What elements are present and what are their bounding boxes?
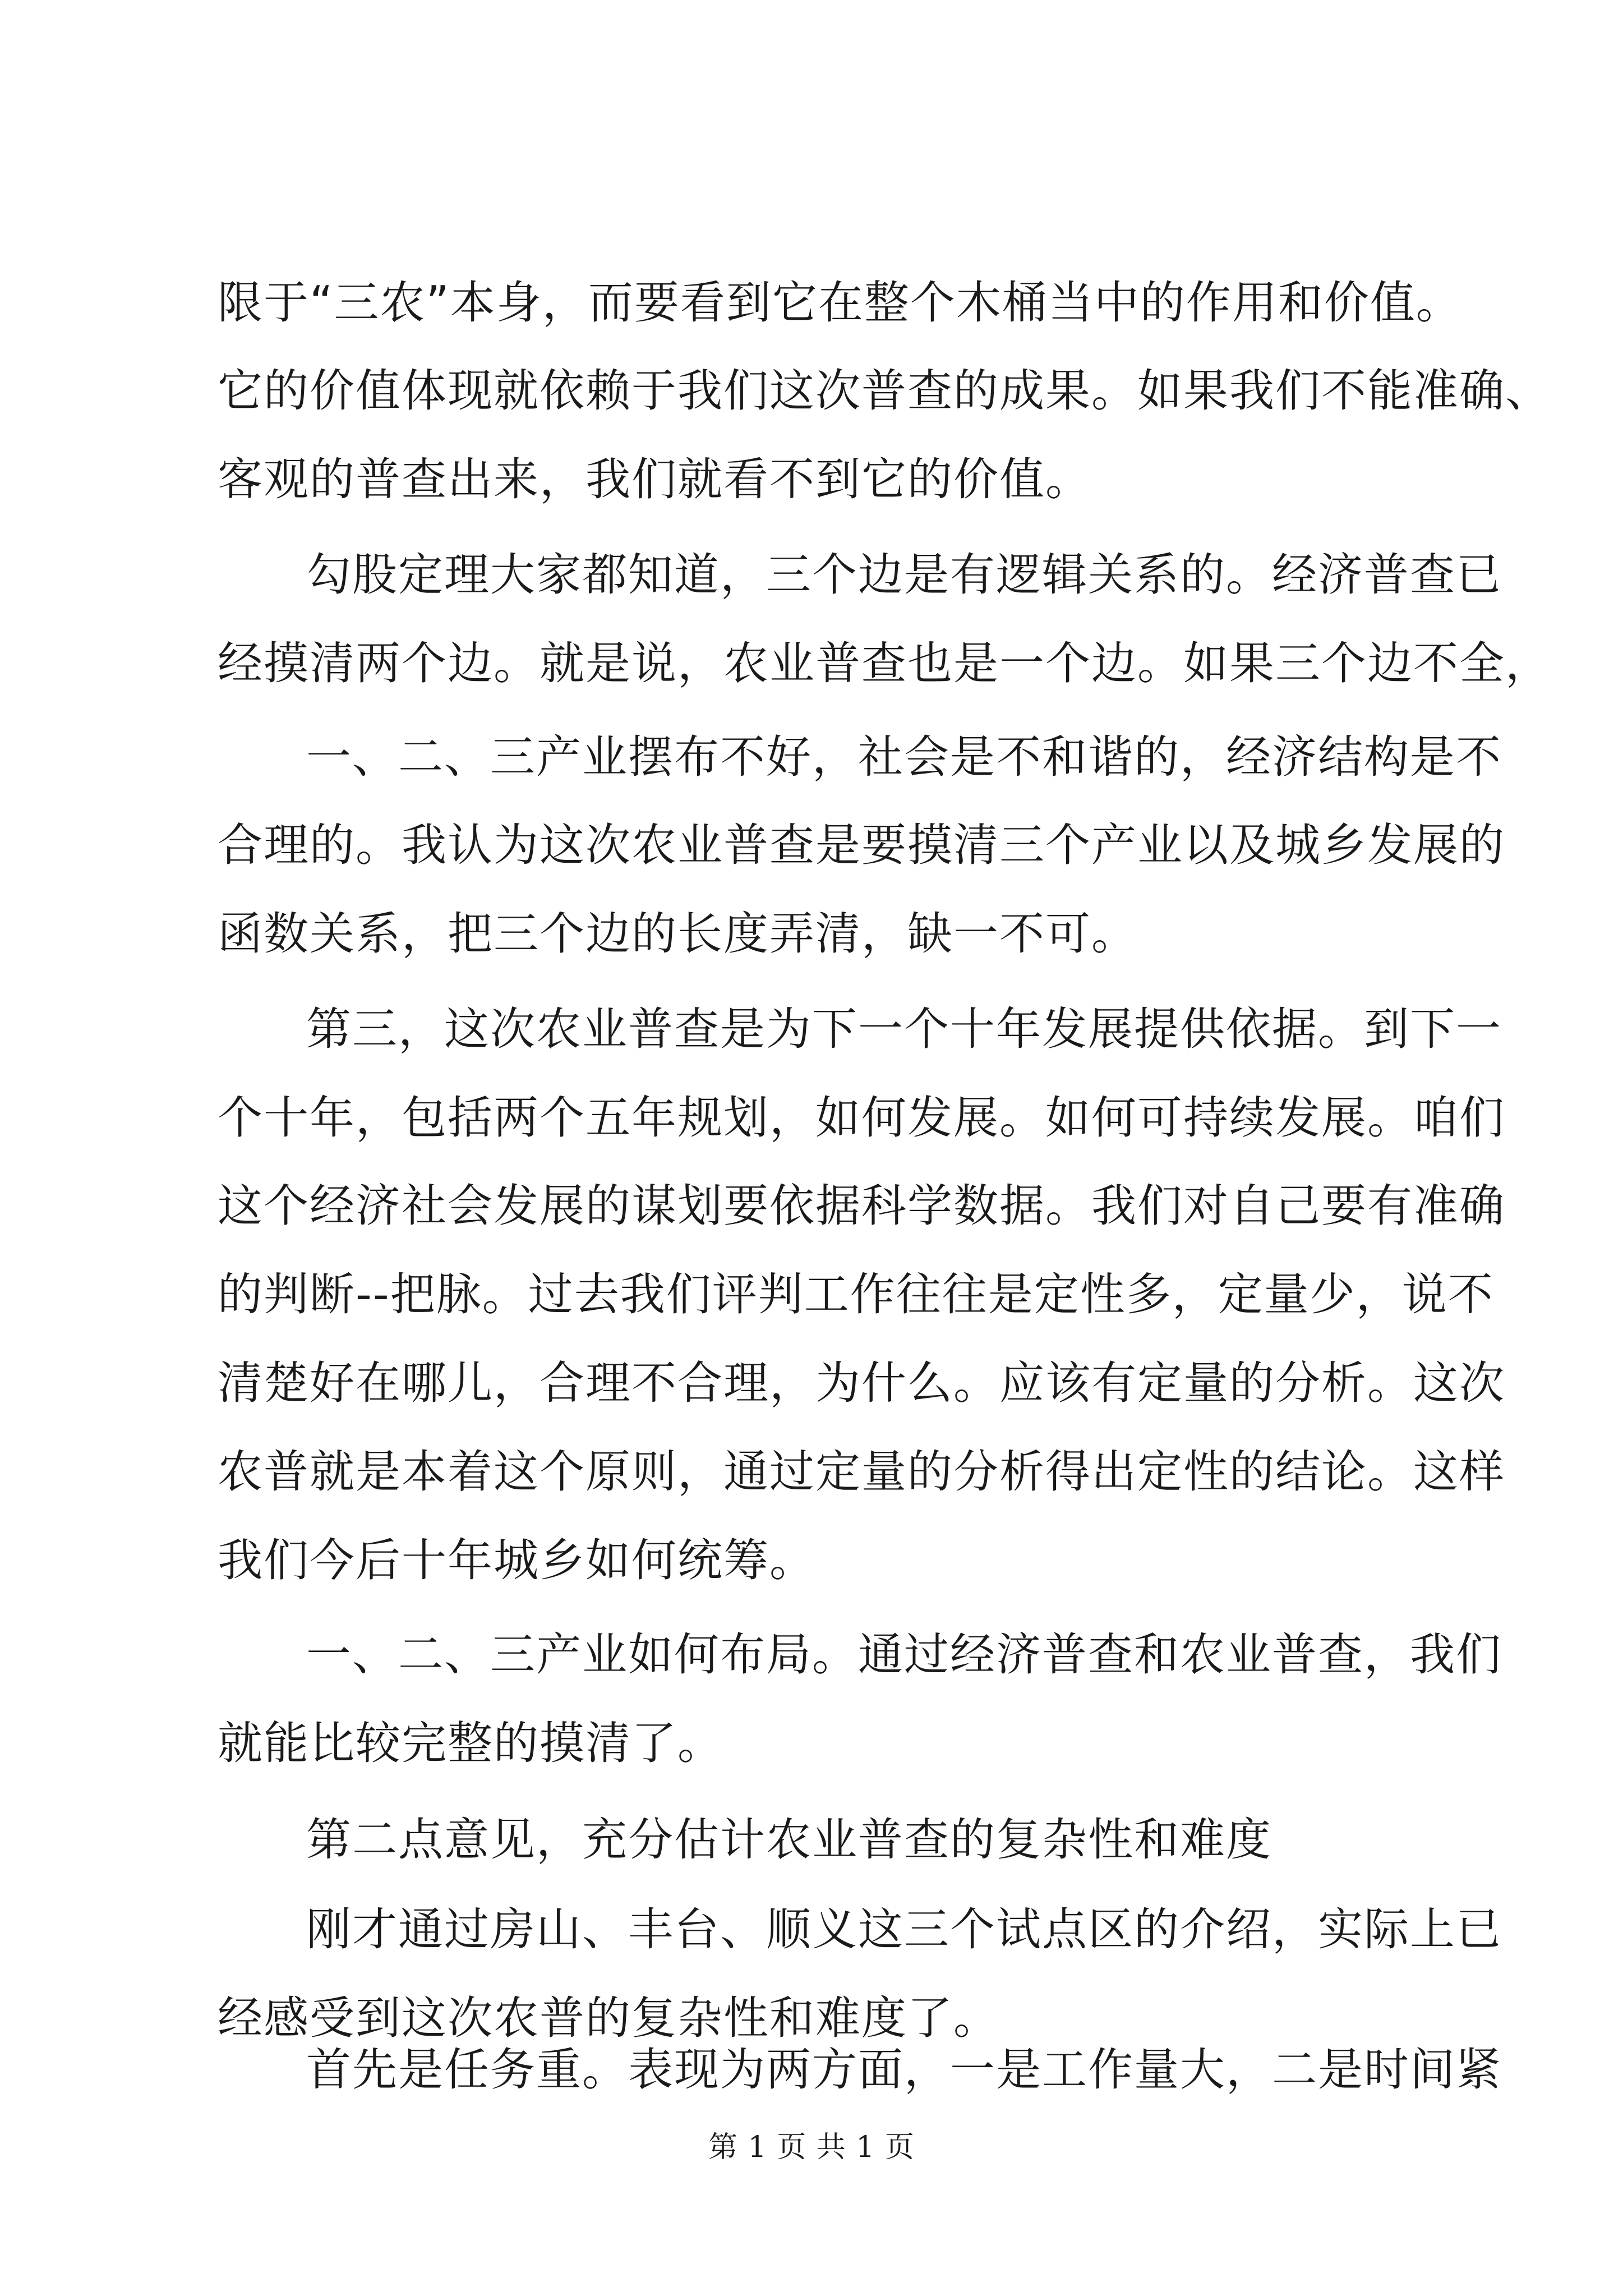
text-line: 这个经济社会发展的谋划要依据科学数据。我们对自己要有准确 (218, 1180, 1505, 1232)
text-line: 一、二、三产业如何布局。通过经济普查和农业普查，我们 (306, 1628, 1502, 1681)
text-line: 经摸清两个边。就是说，农业普查也是一个边。如果三个边不全， (218, 637, 1551, 689)
text-line: 第二点意见，充分估计农业普查的复杂性和难度 (306, 1814, 1272, 1866)
text-line: 的判断--把脉。过去我们评判工作往往是定性多，定量少，说不 (218, 1268, 1494, 1320)
text-line: 首先是任务重。表现为两方面，一是工作量大，二是时间紧 (306, 2044, 1502, 2096)
text-line: 我们今后十年城乡如何统筹。 (218, 1534, 815, 1586)
text-line: 就能比较完整的摸清了。 (218, 1717, 723, 1769)
text-line: 函数关系，把三个边的长度弄清，缺一不可。 (218, 908, 1137, 960)
text-line: 第三，这次农业普查是为下一个十年发展提供依据。到下一 (306, 1003, 1502, 1055)
text-line: 限于“三农”本身，而要看到它在整个木桶当中的作用和价值。 (218, 277, 1462, 329)
text-line: 经感受到这次农普的复杂性和难度了。 (218, 1992, 999, 2044)
text-line: 农普就是本着这个原则，通过定量的分析得出定性的结论。这样 (218, 1446, 1505, 1498)
text-line: 合理的。我认为这次农业普查是要摸清三个产业以及城乡发展的 (218, 819, 1505, 871)
text-line: 它的价值体现就依赖于我们这次普查的成果。如果我们不能准确、 (218, 365, 1551, 417)
text-line: 勾股定理大家都知道，三个边是有逻辑关系的。经济普查已 (306, 549, 1502, 601)
text-line: 清楚好在哪儿，合理不合理，为什么。应该有定量的分析。这次 (218, 1357, 1505, 1409)
text-line: 客观的普查出来，我们就看不到它的价值。 (218, 453, 1091, 505)
text-line: 个十年，包括两个五年规划，如何发展。如何可持续发展。咱们 (218, 1092, 1505, 1144)
text-line: 刚才通过房山、丰台、顺义这三个试点区的介绍，实际上已 (306, 1903, 1502, 1955)
text-line: 一、二、三产业摆布不好，社会是不和谐的，经济结构是不 (306, 731, 1502, 783)
page-footer: 第 1 页 共 1 页 (708, 2131, 915, 2164)
